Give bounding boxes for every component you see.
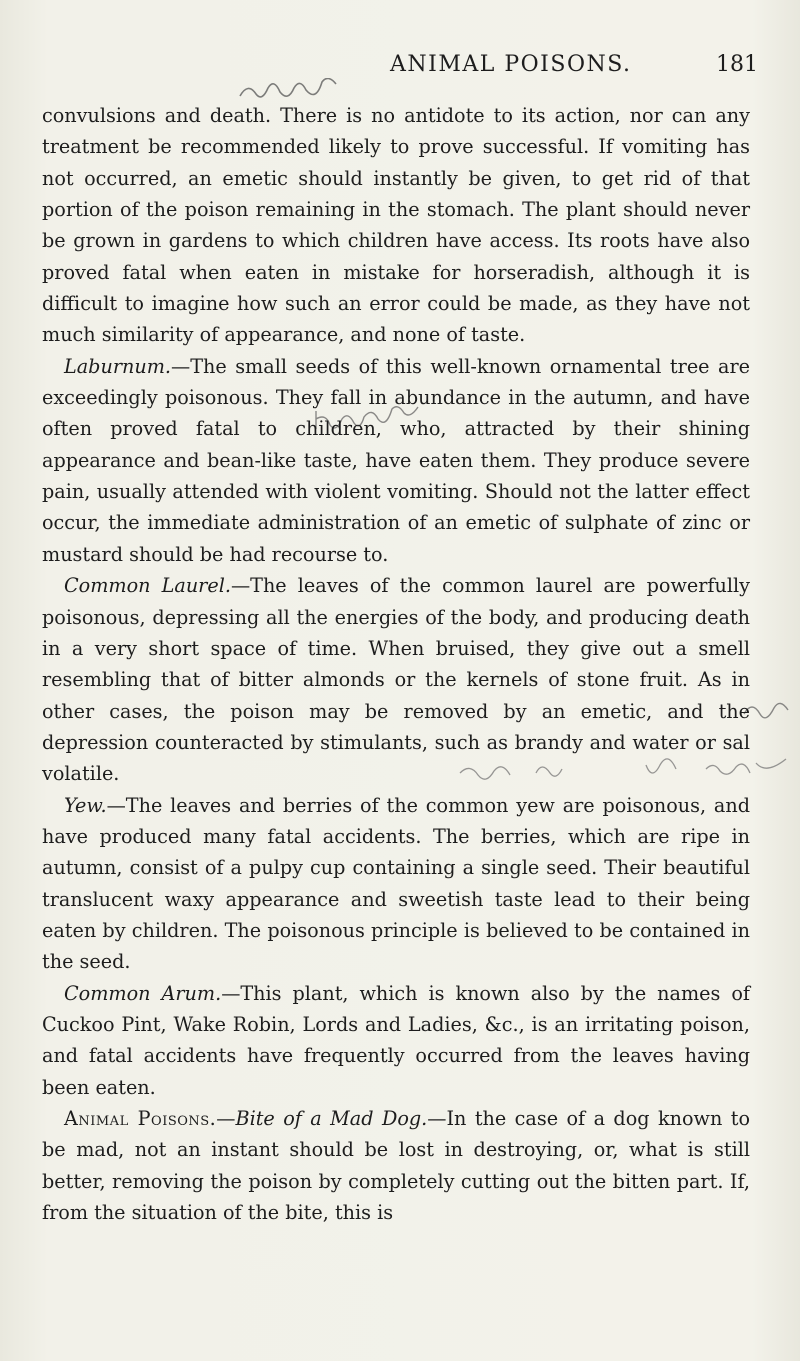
entry-term: Common Arum.: [64, 981, 222, 1005]
paragraph-yew: [42, 790, 750, 978]
paragraph-laburnum: [42, 351, 750, 570]
entry-text: —This plant, which is known also by the names of Cuckoo Pint, Wake Robin, Lords and Ladies, &c., is an irritating poison, and fatal accidents have frequently occurred from the leaves having been eaten.: [42, 981, 750, 1099]
paragraph-animal-poisons: Animal Poisons.—Bite of a Mad Dog.—In the case of a dog known to be mad, not an instant should be lost in destroying, or, what is still better, removing the poison by completely cutting out the bitten part. If, from the situation of the bite, this is: [42, 1107, 750, 1225]
page-number: 181: [716, 52, 758, 77]
paragraph-common-laurel: [42, 570, 750, 789]
entry-text: —The leaves and berries of the common yew are poisonous, and have produced many fatal accidents. The berries, which are ripe in autumn, consist of a pulpy cup containing a single seed. Their beautiful translucent waxy appearance and sweetish taste lead to their being eaten by children. The poisonous principle is believed to be contained in the seed.: [42, 793, 750, 974]
entry-term: Yew.: [64, 793, 107, 817]
entry-term: Bite of a Mad Dog.: [235, 1107, 428, 1130]
entry-term: Common Laurel.: [64, 574, 231, 598]
entry-text: —The small seeds of this well-known ornamental tree are exceedingly poisonous. They fall in abundance in the autumn, and have often proved fatal to children, who, attracted by their shining appearance and bean-like taste, have eaten them. They produce severe pain, usually attended with violent vomiting. Should not the latter effect occur, the immediate administration of an emetic of sulphate of zinc or mustard should be had recourse to.: [42, 354, 750, 566]
running-title: ANIMAL POISONS.: [390, 52, 632, 77]
entry-text: —The leaves of the common laurel are powerfully poisonous, depressing all the energies of the body, and producing death in a very short space of time. When bruised, they give out a smell resembling that of bitter almonds or the kernels of stone fruit. As in other cases, the poison may be removed by an emetic, and the depression counteracted by stimulants, such as brandy and water or sal volatile.: [42, 574, 750, 786]
paragraph-common-arum: [42, 978, 750, 1103]
entry-term: Laburnum.: [64, 354, 172, 378]
paragraph-hemlock-end: convulsions and death. There is no antidote to its action, nor can any treatment be recommended likely to prove successful. If vomiting has not occurred, an emetic should instantly be given, to get rid of that portion of the poison remaining in the stomach. The plant should never be grown in gardens to which children have access. Its roots have also proved fatal when eaten in mistake for horseradish, although it is difficult to imagine how such an error could be made, as they have not much similarity of appearance, and none of taste.: [42, 104, 750, 347]
entry-text: —In the case of a dog known to be mad, not an instant should be lost in destroying, or, what is still better, removing the poison by completely cutting out the bitten part. If, from the situation of the bite, this is: [42, 1107, 750, 1225]
section-heading: Animal Poisons.: [64, 1107, 217, 1130]
running-head: [0, 52, 800, 88]
body-text: [42, 100, 750, 1228]
